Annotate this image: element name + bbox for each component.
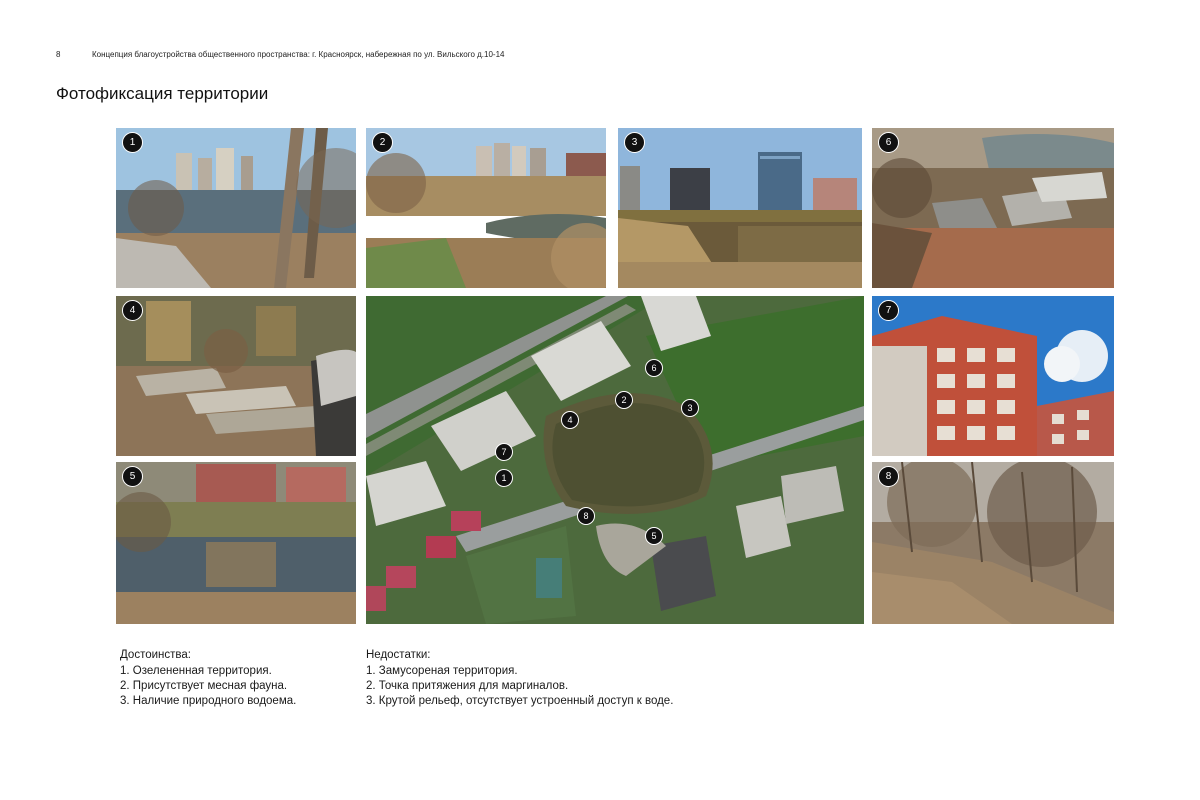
photo-3 xyxy=(618,128,862,288)
photo-pond-reflection-icon xyxy=(116,462,356,624)
map-marker: 3 xyxy=(681,399,699,417)
list-item: 3. Крутой рельеф, отсутствует устроенный доступ к воде. xyxy=(366,695,674,707)
photo-1 xyxy=(116,128,356,288)
list-item: 2. Точка притяжения для маргиналов. xyxy=(366,680,569,692)
document-title: Концепция благоустройства общественного пространства: г. Красноярск, набережная по ул. Вильского д.10-14 xyxy=(92,50,505,59)
aerial-map-icon xyxy=(366,296,864,624)
aerial-map xyxy=(366,296,864,624)
photo-6 xyxy=(872,128,1114,288)
photo-concrete-debris-icon xyxy=(872,128,1114,288)
photo-marker: 5 xyxy=(122,466,143,487)
map-marker: 6 xyxy=(645,359,663,377)
photo-7 xyxy=(872,296,1114,456)
advantages-list xyxy=(120,664,296,709)
list-item: 1. Замусореная территория. xyxy=(366,665,518,677)
advantages-block xyxy=(120,648,296,709)
photo-marker: 1 xyxy=(122,132,143,153)
photo-marker: 2 xyxy=(372,132,393,153)
map-marker: 7 xyxy=(495,443,513,461)
photo-marker: 3 xyxy=(624,132,645,153)
photo-birch-trees-pond-icon xyxy=(116,128,356,288)
map-marker: 2 xyxy=(615,391,633,409)
advantages-heading: Достоинства: xyxy=(120,649,191,661)
map-marker: 8 xyxy=(577,507,595,525)
photo-dry-reeds-highrise-icon xyxy=(366,128,606,288)
map-marker: 4 xyxy=(561,411,579,429)
disadvantages-heading: Недостатки: xyxy=(366,649,431,661)
photo-pond-steps-icon xyxy=(116,296,356,456)
map-marker: 5 xyxy=(645,527,663,545)
photo-pond-towers-icon xyxy=(618,128,862,288)
page-header xyxy=(56,50,504,59)
photo-marker: 7 xyxy=(878,300,899,321)
photo-5 xyxy=(116,462,356,624)
disadvantages-list xyxy=(366,664,673,709)
section-title: Фотофиксация территории xyxy=(56,84,269,103)
list-item: 3. Наличие природного водоема. xyxy=(120,695,297,707)
photo-slope-bushes-icon xyxy=(872,462,1114,624)
photo-2 xyxy=(366,128,606,288)
photo-marker: 4 xyxy=(122,300,143,321)
photo-red-building-icon xyxy=(872,296,1114,456)
photo-8 xyxy=(872,462,1114,624)
photo-marker: 6 xyxy=(878,132,899,153)
map-marker: 1 xyxy=(495,469,513,487)
photo-marker: 8 xyxy=(878,466,899,487)
disadvantages-block xyxy=(366,648,673,709)
list-item: 2. Присутствует месная фауна. xyxy=(120,680,288,692)
photo-4 xyxy=(116,296,356,456)
list-item: 1. Озелененная территория. xyxy=(120,665,272,677)
page-number: 8 xyxy=(56,50,61,59)
